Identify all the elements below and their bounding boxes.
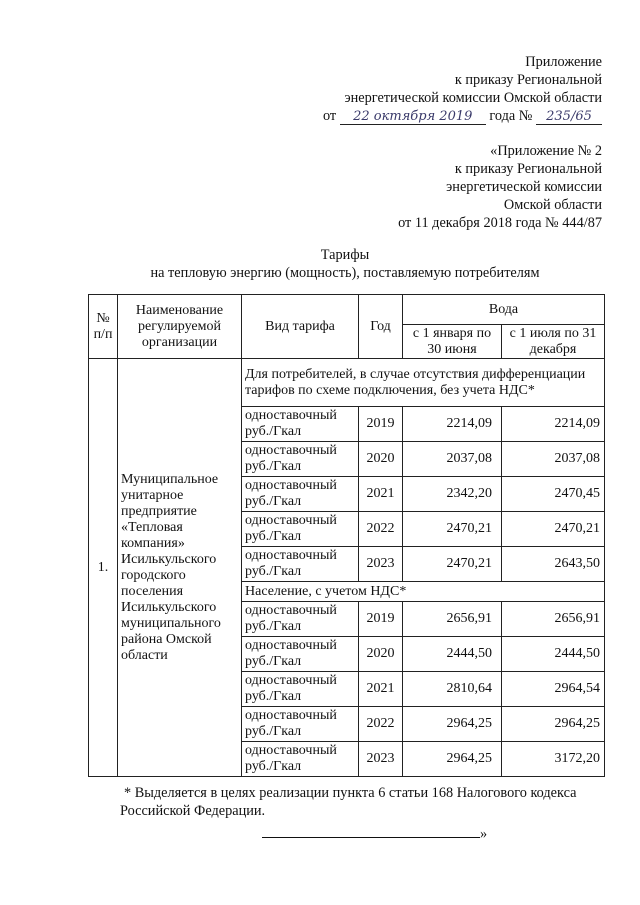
tariff-type: одноставочный руб./Гкал — [242, 477, 359, 512]
tariff-type: одноставочный руб./Гкал — [242, 407, 359, 442]
value-period-1: 2342,20 — [403, 477, 502, 512]
value-period-2: 3172,20 — [502, 742, 605, 777]
title-subline: на тепловую энергию (мощность), поставляемую потребителям — [150, 265, 540, 281]
section-1-title: Для потребителей, в случае отсутствия дифференциации тарифов по схеме подключения, без учета НДС* — [242, 359, 605, 407]
header-line: к приказу Региональной — [454, 72, 602, 88]
title-line: Тарифы — [320, 247, 370, 263]
document-title — [0, 246, 640, 282]
value-period-1: 2964,25 — [403, 707, 502, 742]
order-header — [323, 53, 602, 125]
year-cell: 2023 — [359, 547, 403, 582]
value-period-2: 2964,54 — [502, 672, 605, 707]
signature-rule — [262, 829, 480, 838]
date-suffix: года № — [489, 108, 533, 124]
value-period-2: 2444,50 — [502, 637, 605, 672]
header-water: Вода — [403, 295, 605, 325]
value-period-1: 2656,91 — [403, 602, 502, 637]
header-line: Приложение — [525, 54, 602, 70]
annex-line: энергетической комиссии — [446, 179, 602, 195]
year-cell: 2022 — [359, 512, 403, 547]
handwritten-date: 22 октября 2019 — [340, 110, 486, 125]
date-prefix: от — [322, 108, 337, 124]
value-period-1: 2470,21 — [403, 512, 502, 547]
value-period-1: 2214,09 — [403, 407, 502, 442]
tariff-type: одноставочный руб./Гкал — [242, 512, 359, 547]
year-cell: 2021 — [359, 477, 403, 512]
annex-line: Омской области — [503, 197, 602, 213]
tariff-type: одноставочный руб./Гкал — [242, 547, 359, 582]
organization-name: Муниципальное унитарное предприятие «Тепловая компания» Исилькульского городского поселения Исилькульского муниципального района Омской области — [118, 359, 242, 777]
annex-line: «Приложение № 2 — [490, 143, 602, 159]
value-period-1: 2037,08 — [403, 442, 502, 477]
tariff-type: одноставочный руб./Гкал — [242, 602, 359, 637]
handwritten-number: 235/65 — [536, 110, 602, 125]
closing-quote: » — [480, 826, 488, 842]
tariff-type: одноставочный руб./Гкал — [242, 742, 359, 777]
tariff-type: одноставочный руб./Гкал — [242, 637, 359, 672]
year-cell: 2022 — [359, 707, 403, 742]
value-period-1: 2964,25 — [403, 742, 502, 777]
header-num: № п/п — [89, 295, 118, 359]
header-period-2: с 1 июля по 31 декабря — [502, 325, 605, 359]
value-period-2: 2656,91 — [502, 602, 605, 637]
year-cell: 2019 — [359, 602, 403, 637]
year-cell: 2019 — [359, 407, 403, 442]
footnote: * Выделяется в целях реализации пункта 6 статьи 168 Налогового кодекса Российской Федерации. — [120, 785, 577, 819]
value-period-1: 2810,64 — [403, 672, 502, 707]
closing-line — [262, 826, 487, 843]
value-period-2: 2470,45 — [502, 477, 605, 512]
header-org: Наименование регулируемой организации — [118, 295, 242, 359]
value-period-2: 2643,50 — [502, 547, 605, 582]
header-year: Год — [359, 295, 403, 359]
year-cell: 2020 — [359, 442, 403, 477]
value-period-2: 2470,21 — [502, 512, 605, 547]
row-number: 1. — [89, 359, 118, 777]
value-period-1: 2470,21 — [403, 547, 502, 582]
tariff-type: одноставочный руб./Гкал — [242, 442, 359, 477]
year-cell: 2023 — [359, 742, 403, 777]
annex-header — [398, 142, 602, 232]
value-period-2: 2964,25 — [502, 707, 605, 742]
header-line: энергетической комиссии Омской области — [344, 90, 602, 106]
header-period-1: с 1 января по 30 июня — [403, 325, 502, 359]
tariff-type: одноставочный руб./Гкал — [242, 672, 359, 707]
annex-line: к приказу Региональной — [454, 161, 602, 177]
section-2-title: Население, с учетом НДС* — [242, 582, 605, 602]
header-vid: Вид тарифа — [242, 295, 359, 359]
value-period-1: 2444,50 — [403, 637, 502, 672]
tariff-type: одноставочный руб./Гкал — [242, 707, 359, 742]
annex-line: от 11 декабря 2018 года № 444/87 — [398, 215, 602, 231]
value-period-2: 2214,09 — [502, 407, 605, 442]
tariff-table — [88, 294, 605, 777]
year-cell: 2021 — [359, 672, 403, 707]
value-period-2: 2037,08 — [502, 442, 605, 477]
year-cell: 2020 — [359, 637, 403, 672]
header-date-line — [323, 107, 602, 125]
